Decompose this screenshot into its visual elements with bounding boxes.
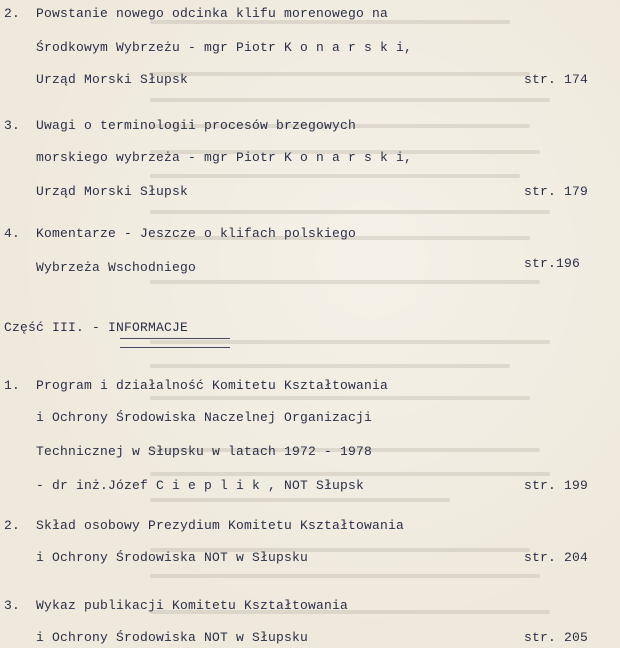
- entry-number: 2.: [4, 518, 21, 533]
- entry-page-number: str. 179: [524, 184, 589, 199]
- entry-page-number: str. 174: [524, 72, 589, 87]
- entry-text-line: Skład osobowy Prezydium Komitetu Kształtowania: [36, 518, 405, 533]
- entry-page-number: str. 199: [524, 478, 589, 493]
- entry-number: 3.: [4, 598, 21, 613]
- entry-text-line: Wykaz publikacji Komitetu Kształtowania: [36, 598, 349, 613]
- entry-text-line: Środkowym Wybrzeżu - mgr Piotr K o n a r s k i,: [36, 40, 413, 55]
- entry-text-line: Technicznej w Słupsku w latach 1972 - 1978: [36, 444, 373, 459]
- entry-text-line: i Ochrony Środowiska NOT w Słupsku: [36, 630, 309, 645]
- entry-text-line: i Ochrony Środowiska Naczelnej Organizacji: [36, 410, 373, 425]
- entry-number: 4.: [4, 226, 21, 241]
- entry-page-number: str. 205: [524, 630, 589, 645]
- entry-page-number: str.196: [524, 256, 581, 271]
- entry-text-line: Wybrzeża Wschodniego: [36, 260, 197, 275]
- entry-text-line: Komentarze - Jeszcze o klifach polskiego: [36, 226, 357, 241]
- entry-text-line: morskiego wybrzeża - mgr Piotr K o n a r s k i,: [36, 150, 413, 165]
- entry-number: 1.: [4, 378, 21, 393]
- entry-number: 3.: [4, 118, 21, 133]
- entry-text-line: i Ochrony Środowiska NOT w Słupsku: [36, 550, 309, 565]
- entry-text-line: Uwagi o terminologii procesów brzegowych: [36, 118, 357, 133]
- entry-text-line: Powstanie nowego odcinka klifu morenowego na: [36, 6, 389, 21]
- entry-page-number: str. 204: [524, 550, 589, 565]
- entry-number: 2.: [4, 6, 21, 21]
- entry-text-line: Urząd Morski Słupsk: [36, 72, 189, 87]
- section-heading-underline: [120, 338, 230, 348]
- section-heading: Część III. - INFORMACJE: [4, 320, 189, 335]
- entry-text-line: - dr inż.Józef C i e p l i k , NOT Słupsk: [36, 478, 365, 493]
- entry-text-line: Urząd Morski Słupsk: [36, 184, 189, 199]
- entry-text-line: Program i działalność Komitetu Kształtowania: [36, 378, 389, 393]
